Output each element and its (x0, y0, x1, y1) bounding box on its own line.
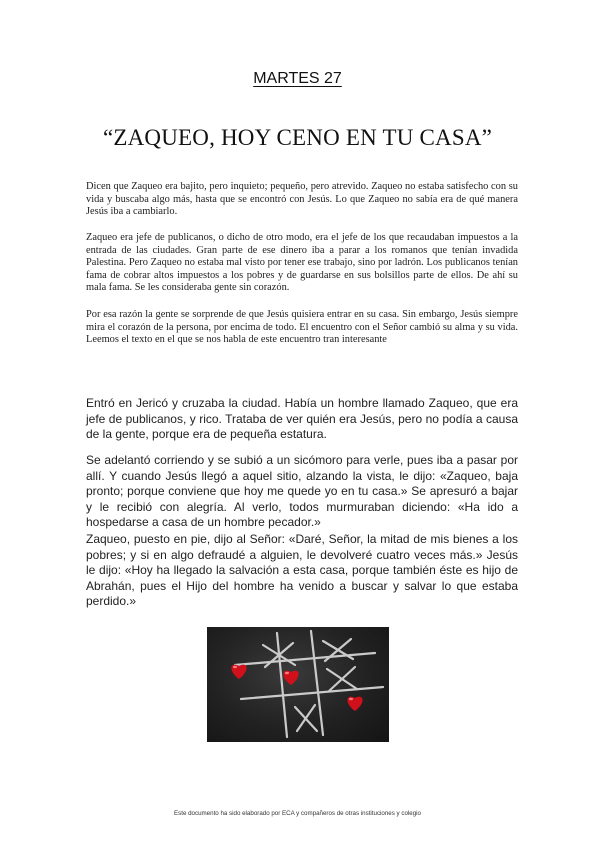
intro-paragraph-2: Zaqueo era jefe de publicanos, o dicho de otro modo, era el jefe de los que recaudaban impuestos a la entrada de las ciudades. Gran parte de ese dinero iba a parar a los romanos que tenían invadida Palestina. Pero Zaqueo no estaba mal visto por tener ese trabajo, sino por ladrón. Los publicanos tenían fama de cobrar altos impuestos a los pobres y de guardarse en sus bolsillos parte de ellos. De ahí su mala fama. Se les consideraba gente sin corazón. (86, 232, 518, 294)
heart-icon (283, 671, 298, 685)
footer-note: Este documento ha sido elaborado por ECA y compañeros de otras instituciones y colegio (174, 810, 421, 817)
day-heading-text: MARTES 27 (253, 70, 342, 87)
grid-line (311, 631, 323, 735)
intro-paragraph-3: Por esa razón la gente se sorprende de que Jesús quisiera entrar en su casa. Sin embargo, Jesús siempre mira el corazón de la persona, por encima de todo. El encuentro con el Señor cambió su alma y su vida. Leemos el texto en el que se nos habla de este encuentro tran interesante (86, 309, 518, 346)
gospel-paragraph-3: Zaqueo, puesto en pie, dijo al Señor: «Daré, Señor, la mitad de mis bienes a los pobres; y si en algo defraudé a alguien, le devolveré cuatro veces más.» Jesús le dijo: «Hoy ha llegado la salvación a esta casa, porque también éste es hijo de Abrahán, pues el Hijo del hombre ha venido a buscar y salvar lo que estaba perdido.» (86, 532, 518, 609)
heart-icon (231, 665, 246, 679)
page-title: “ZAQUEO, HOY CENO EN TU CASA” (102, 125, 493, 150)
x-mark (327, 667, 357, 691)
tic-tac-toe-hearts-icon (207, 627, 389, 742)
day-heading (0, 70, 595, 88)
heart-icon (347, 697, 362, 711)
gospel-paragraph-2: Se adelantó corriendo y se subió a un sicómoro para verle, pues iba a pasar por allí. Y cuando Jesús llegó a aquel sitio, alzando la vista, le dijo: «Zaqueo, baja pronto; porque conviene que hoy me quede yo en tu casa.» Se apresuró a bajar y le recibió con alegría. Al verlo, todos murmuraban diciendo: «Ha ido a hospedarse a casa de un hombre pecador.» (86, 453, 518, 530)
intro-paragraph-1: Dicen que Zaqueo era bajito, pero inquieto; pequeño, pero atrevido. Zaqueo no estaba satisfecho con su vida y buscaba algo más, hasta que se encontró con Jesús. Lo que Zaqueo no sabía era de qué manera Jesús iba a cambiarlo. (86, 181, 518, 218)
x-mark (323, 639, 353, 661)
chalk-board-drawing (207, 627, 389, 742)
grid-line (241, 687, 383, 699)
x-mark (295, 705, 317, 731)
gospel-paragraph-1: Entró en Jericó y cruzaba la ciudad. Había un hombre llamado Zaqueo, que era jefe de publicanos, y rico. Trataba de ver quién era Jesús, pero no podía a causa de la gente, porque era de pequeña estatura. (86, 396, 518, 442)
